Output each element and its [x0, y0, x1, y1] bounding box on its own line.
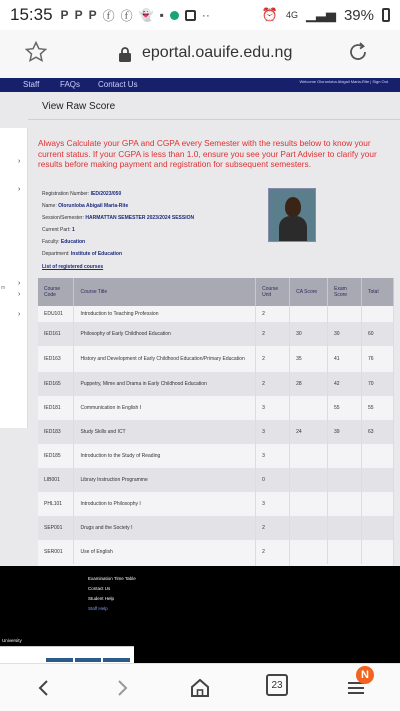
sidebar-chevron-icon[interactable]: › — [18, 280, 21, 287]
table-cell: Introduction to Philosophy I — [74, 492, 256, 516]
table-row — [38, 306, 394, 322]
table-cell: 3 — [256, 444, 290, 468]
table-cell — [328, 492, 362, 516]
home-icon — [189, 677, 211, 699]
table-cell: Study Skills and ICT — [74, 420, 256, 444]
table-cell: Philosophy of Early Childhood Education — [74, 322, 256, 346]
divider — [28, 119, 400, 120]
table-cell — [362, 540, 394, 564]
facebook-icon-2: ⓕ — [120, 8, 133, 23]
table-cell: 24 — [290, 420, 328, 444]
table-cell — [290, 516, 328, 540]
menu-badge: N — [356, 666, 374, 684]
table-cell: 3 — [256, 492, 290, 516]
table-body — [38, 306, 394, 582]
browser-url-bar — [0, 30, 400, 78]
reload-icon[interactable] — [346, 40, 370, 64]
back-button[interactable] — [30, 674, 58, 702]
table-cell — [290, 444, 328, 468]
table-cell: 76 — [362, 346, 394, 372]
table-row — [38, 468, 394, 492]
table-cell: 30 — [328, 322, 362, 346]
table-cell — [290, 540, 328, 564]
footer-link-student-help[interactable]: Student Help — [88, 596, 115, 601]
table-cell — [290, 396, 328, 420]
table-cell: 2 — [256, 322, 290, 346]
table-cell: Library Instruction Programme — [74, 468, 256, 492]
table-cell — [328, 468, 362, 492]
battery-percent: 39% — [343, 6, 374, 24]
info-department: Department: Institute of Education — [42, 251, 123, 257]
table-cell: 55 — [328, 396, 362, 420]
table-cell: Communication in English I — [74, 396, 256, 420]
info-registration: Registration Number: IED/2023/050 — [42, 191, 122, 197]
system-icons — [262, 7, 390, 24]
table-cell: IED165 — [38, 372, 74, 396]
home-button[interactable] — [186, 674, 214, 702]
table-cell — [362, 306, 394, 322]
info-name: Name: Olorunloba Abigail Maria-Rite — [42, 203, 129, 209]
table-cell: 2 — [256, 306, 290, 322]
col-total: Total — [362, 278, 394, 306]
more-icon: ·· — [201, 8, 210, 22]
table-row — [38, 322, 394, 346]
col-course-unit: Course Unit — [256, 278, 290, 306]
main-content — [28, 92, 400, 572]
table-cell: 3 — [256, 396, 290, 420]
lock-icon — [118, 46, 132, 62]
table-cell — [328, 306, 362, 322]
table-cell: IED181 — [38, 396, 74, 420]
table-cell: Use of English — [74, 540, 256, 564]
facebook-icon: ⓕ — [102, 8, 115, 23]
bookmark-star-icon[interactable] — [24, 40, 48, 64]
signal-icon: ▁▃▅ — [305, 7, 336, 22]
table-cell — [290, 492, 328, 516]
left-sidebar — [0, 128, 28, 428]
table-cell — [328, 516, 362, 540]
table-cell: 28 — [290, 372, 328, 396]
sidebar-chevron-icon[interactable]: › — [18, 311, 21, 318]
table-row — [38, 372, 394, 396]
footer-university-text: University — [2, 638, 22, 643]
col-course-code: Course Code — [38, 278, 74, 306]
tabs-button[interactable] — [266, 674, 294, 702]
table-cell — [362, 444, 394, 468]
student-photo — [268, 188, 316, 242]
score-table — [38, 278, 394, 582]
message-icon: ▪ — [159, 8, 164, 22]
notif-p-icon-1: P — [60, 8, 69, 22]
table-cell: 2 — [256, 516, 290, 540]
table-cell: 42 — [328, 372, 362, 396]
info-session: Session/Semester: HARMATTAN SEMESTER 2023/2024 SESSION — [42, 215, 195, 221]
table-cell: IED183 — [38, 420, 74, 444]
table-row — [38, 516, 394, 540]
status-bar — [0, 0, 400, 30]
sidebar-chevron-icon[interactable]: › — [18, 158, 21, 165]
table-row — [38, 540, 394, 564]
forward-arrow-icon — [112, 678, 132, 698]
sidebar-partial-text: m — [1, 285, 6, 291]
table-cell: EDU101 — [38, 306, 74, 322]
snapchat-icon: 👻 — [138, 8, 154, 22]
table-cell: SEP001 — [38, 516, 74, 540]
table-cell: 3 — [256, 420, 290, 444]
col-exam-score: Exam Score — [328, 278, 362, 306]
browser-bottom-nav — [0, 663, 400, 711]
table-row — [38, 444, 394, 468]
sidebar-chevron-icon[interactable]: › — [18, 291, 21, 298]
table-cell: 2 — [256, 540, 290, 564]
table-row — [38, 346, 394, 372]
info-faculty: Faculty: Education — [42, 239, 86, 245]
partial-popup — [0, 646, 134, 663]
back-arrow-icon — [34, 678, 54, 698]
table-cell: Introduction to the Study of Reading — [74, 444, 256, 468]
table-cell: 39 — [328, 420, 362, 444]
nav-faqs[interactable]: FAQs — [60, 80, 81, 89]
tab-count: 23 — [266, 674, 288, 696]
table-cell: Puppetry, Mime and Drama in Early Childhood Education — [74, 372, 256, 396]
table-cell — [328, 444, 362, 468]
info-part: Current Part: 1 — [42, 227, 75, 233]
table-cell — [290, 468, 328, 492]
table-cell: 2 — [256, 372, 290, 396]
table-cell: 35 — [290, 346, 328, 372]
nav-contact-us[interactable]: Contact Us — [98, 80, 138, 89]
table-cell: 30 — [290, 322, 328, 346]
table-cell: History and Development of Early Childhood Education/Primary Education — [74, 346, 256, 372]
table-cell: PHL101 — [38, 492, 74, 516]
table-cell: 55 — [362, 396, 394, 420]
table-row — [38, 420, 394, 444]
table-cell: IED185 — [38, 444, 74, 468]
table-cell: Introduction to Teaching Profession — [74, 306, 256, 322]
web-page — [0, 78, 400, 663]
footer-link-contact[interactable]: Contact Us — [88, 586, 111, 591]
table-cell: 60 — [362, 322, 394, 346]
table-cell: 70 — [362, 372, 394, 396]
table-cell — [328, 540, 362, 564]
table-cell — [362, 516, 394, 540]
page-title: View Raw Score — [42, 101, 116, 112]
table-cell: 2 — [256, 346, 290, 372]
alarm-icon: ⏰ — [261, 7, 278, 22]
notif-p-icon-2: P — [74, 8, 83, 22]
url-text[interactable]: eportal.oauife.edu.ng — [142, 44, 293, 61]
table-cell — [290, 306, 328, 322]
clock: 15:35 — [10, 5, 53, 24]
table-cell: IED161 — [38, 322, 74, 346]
top-nav — [0, 78, 400, 92]
col-course-title: Course Title — [74, 278, 256, 306]
table-cell: 0 — [256, 468, 290, 492]
sidebar-chevron-icon[interactable]: › — [18, 186, 21, 193]
nav-staff[interactable]: Staff — [23, 80, 40, 89]
forward-button[interactable] — [108, 674, 136, 702]
table-row — [38, 396, 394, 420]
table-cell: LIB001 — [38, 468, 74, 492]
gpa-warning: Always Calculate your GPA and CGPA every Semester with the results below to know your current status. If your CGPA is less than 1.0, ensure you see your Part Adviser to clarify your results before making payment and registration for subsequent semesters. — [38, 138, 377, 169]
col-ca-score: CA Score — [290, 278, 328, 306]
table-cell: IED163 — [38, 346, 74, 372]
table-cell: Drugs and the Society I — [74, 516, 256, 540]
battery-icon — [382, 8, 390, 22]
registered-courses-link[interactable]: List of registered courses — [42, 264, 104, 270]
welcome-text[interactable]: Welcome Olorunloba Abigail Maria-Rite | Sign Out — [299, 79, 388, 84]
notif-p-icon-3: P — [88, 8, 97, 22]
table-row — [38, 492, 394, 516]
network-label: 4G — [285, 10, 298, 20]
table-cell — [362, 492, 394, 516]
table-cell: 41 — [328, 346, 362, 372]
table-header-row — [38, 278, 394, 306]
footer-link-timetable[interactable]: Examination Time Table — [88, 576, 136, 581]
table-cell — [362, 468, 394, 492]
footer-link-staff-help[interactable]: Staff Help — [88, 606, 108, 611]
folder-icon — [185, 10, 196, 21]
table-cell: 63 — [362, 420, 394, 444]
notification-icons — [61, 7, 210, 24]
circle-icon — [170, 11, 179, 20]
table-cell: SER001 — [38, 540, 74, 564]
